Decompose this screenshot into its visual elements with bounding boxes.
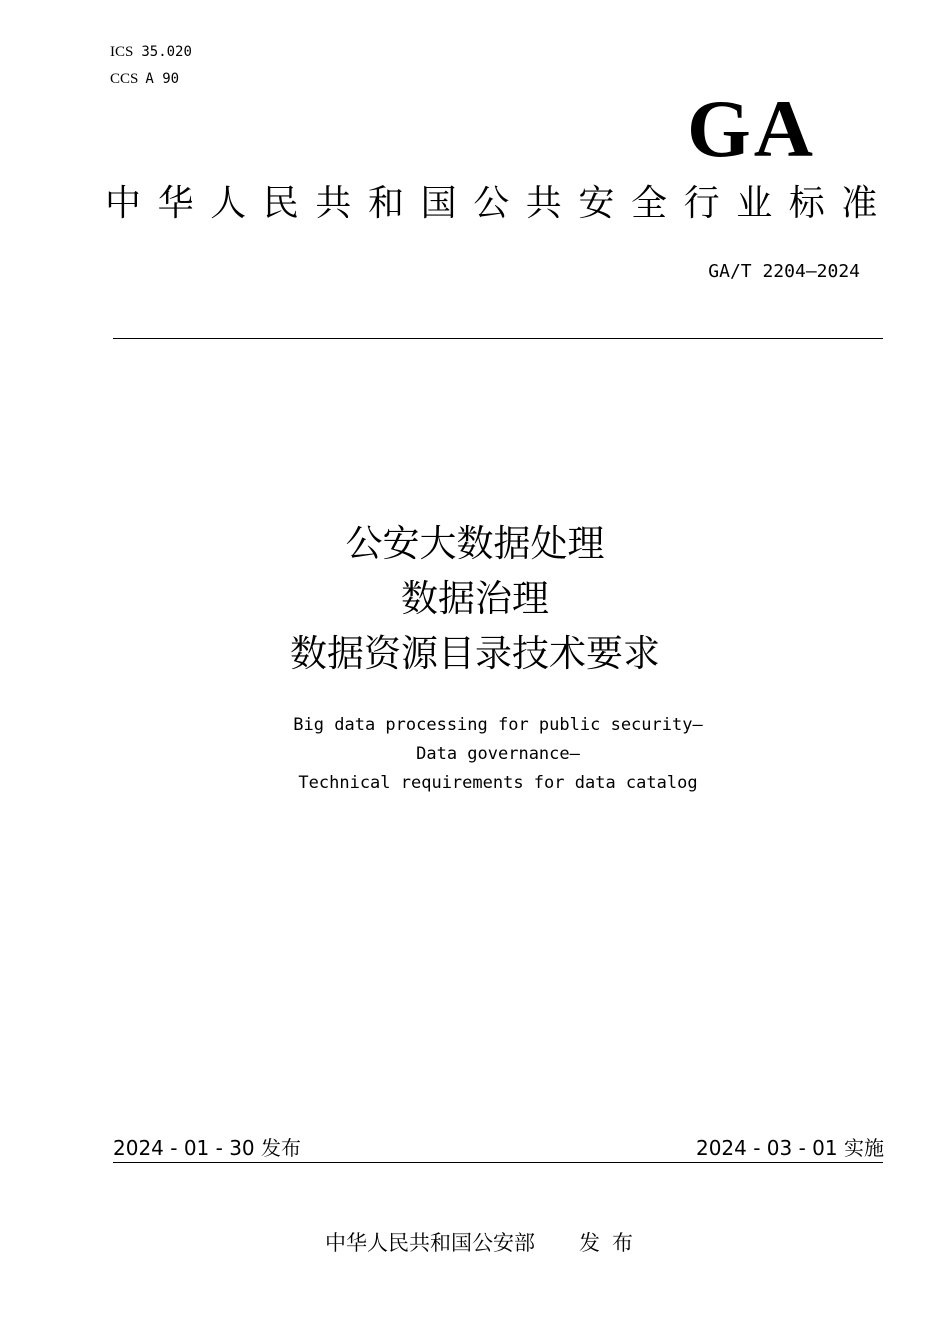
ics-label: ICS bbox=[110, 44, 134, 60]
ccs-label: CCS bbox=[110, 71, 139, 87]
footer-divider bbox=[113, 1162, 883, 1163]
english-title bbox=[0, 711, 950, 798]
publisher-action: 发布 bbox=[579, 1231, 645, 1255]
ics-classification bbox=[110, 44, 192, 61]
chinese-title-line: 公安大数据处理 bbox=[345, 522, 605, 565]
implementation-date-value: 2024 - 03 - 01 bbox=[695, 1136, 838, 1160]
issue-label: 发布 bbox=[261, 1136, 302, 1160]
ccs-code: A 90 bbox=[145, 71, 180, 87]
standard-type-heading: 中华人民共和国公共安全行业标准 bbox=[105, 183, 895, 224]
standard-number: GA/T 2204—2024 bbox=[708, 261, 860, 282]
english-title-line: Big data processing for public security— bbox=[293, 715, 703, 735]
ga-logo: GA bbox=[687, 83, 816, 174]
english-title-line: Technical requirements for data catalog bbox=[298, 773, 698, 793]
ccs-classification bbox=[110, 71, 179, 88]
issue-date-value: 2024 - 01 - 30 bbox=[113, 1136, 255, 1160]
english-title-line: Data governance— bbox=[416, 744, 580, 764]
publisher-name: 中华人民共和国公安部 bbox=[325, 1231, 535, 1255]
publisher-line bbox=[325, 1227, 645, 1257]
header-divider bbox=[113, 338, 883, 339]
implementation-label: 实施 bbox=[844, 1136, 884, 1160]
chinese-title-line: 数据资源目录技术要求 bbox=[290, 632, 660, 675]
chinese-title bbox=[0, 516, 950, 681]
chinese-title-line: 数据治理 bbox=[401, 577, 549, 620]
issue-date bbox=[113, 1132, 301, 1161]
ics-code: 35.020 bbox=[141, 44, 192, 60]
implementation-date bbox=[696, 1132, 884, 1161]
